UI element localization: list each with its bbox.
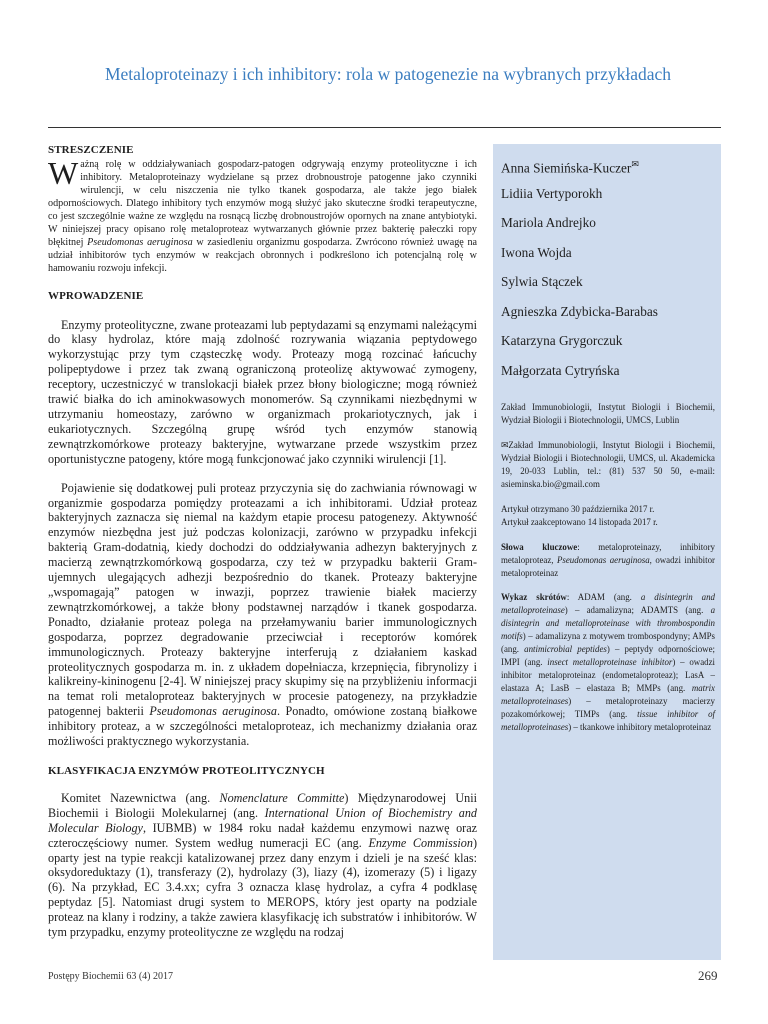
abstract-dropcap: W [48, 155, 79, 191]
class-t4: International Union of Biochemistry and Molecular Biology [48, 805, 477, 835]
author-name: Agnieszka Zdybicka-Barabas [501, 303, 658, 319]
abstract-text-a: ażną rolę w oddziaływaniach gospodarz-patogen odgrywają enzymy proteolityczne i ich inhibitory. Metaloproteinazy wydzielane są przez drobnoustroje patogenne jako czynniki wirulencji, w celu niszczenia nie tylko tkanek gospodarza, ale także jego białek odpornościowych. Dlatego inhibitory tych enzymów mogą służyć jako skuteczne środki terapeutyczne, co jest szczególnie ważne ze względu na rosnącą liczbę drobnoustrojów opornych na znane antybiotyki. W niniejszej pracy opisano rolę metaloproteaz wytwarzanych głównie przez bakterię pałeczki ropy błękitnej [48, 159, 477, 248]
keywords-a: : metaloproteinazy, inhibitory metaloproteaz, [501, 541, 715, 565]
intro-paragraph-1: Enzymy proteolityczne, zwane proteazami lub peptydazami są enzymami należącymi do klasy hydrolaz, które mają zdolność rozrywania wiązania peptydowego wykorzystując przy tym cząsteczkę wody. Proteazy mogą rozcinać łańcuchy polipeptydowe i przez tak zwaną ograniczoną proteolizę aktywować zymogeny, receptory, uczestniczyć w translokacji białek przez błony biologiczne; mogą również trawić białka do ich aminokwasowych monomerów. Są czynnikami niezbędnymi w utrzymaniu homeostazy, zarówno w organizmach prokariotycznych, jak i eukariotycznych. Szczególną grupę wśród tych enzymów stanowią zewnątrzkomórkowe proteazy bakteryjne, wytwarzane przede wszystkim przez oportunistyczne patogeny, które mogą funkcjonować jako czynniki wirulencji [1]. [48, 317, 477, 466]
envelope-icon: ✉ [631, 159, 639, 169]
abbrev-i5: matrix metalloproteinases [501, 683, 715, 707]
author-name: Sylwia Stączek [501, 274, 583, 289]
abstract-heading: STRESZCZENIE [48, 144, 134, 156]
author-name [501, 156, 715, 186]
author-name: Katarzyna Grygorczuk [501, 333, 623, 348]
abbrev-i1: a disintegrin and metalloproteinase [501, 592, 715, 616]
abstract-text-b: w zasiedleniu organizmu gospodarza. Zwrócono również uwagę na udział inhibitorów tych enzymów w reakcjach obronnych i podkreślono ich potencjalną rolę w hamowaniu rozwoju infekcji. [48, 236, 478, 274]
class-t2: Nomenclature Committe [219, 790, 345, 805]
abbrev-i3: antimicrobial peptides [524, 644, 607, 655]
class-t1: Komitet Nazewnictwa (ang. [61, 790, 220, 805]
keywords [501, 541, 715, 580]
abbrev-s7: ) – tkankowe inhibitory metaloproteinaz [568, 722, 712, 733]
abbrev-s2: ) – adamalizyna; ADAMTS (ang. [564, 605, 711, 616]
author-name-text: Anna Siemińska-Kuczer [501, 160, 632, 176]
intro-p2-species: Pseudomonas aeruginosa [149, 704, 277, 719]
keywords-species: Pseudomonas aeruginosa [556, 554, 650, 565]
classification-paragraph [48, 791, 477, 940]
abbrev-i6: tissue inhibitor of metalloproteinases [501, 709, 715, 733]
article-title: Metaloproteinazy i ich inhibitory: rola w patogenezie na wybranych przykładach [104, 64, 672, 84]
journal-footer: Postępy Biochemii 63 (4) 2017 [48, 971, 173, 982]
class-t5: , IUBMB) w 1984 roku nadał każdemu enzymowi nazwę oraz czteroczęściowy numer. System według numeracji EC (ang. [48, 820, 478, 850]
keywords-b: , owadzi inhibitor metaloproteinaz [501, 554, 715, 578]
abbrev-i2: a disintegrin and metalloproteinase with thrombospondin motifs [501, 605, 715, 642]
abbrev-s4: ) – peptydy odpornościowe; IMPI (ang. [501, 644, 715, 668]
author-name: Mariola Andrejko [501, 215, 596, 230]
class-t7: ) oparty jest na typie reakcji katalizowanej przez dany enzym i dzieli je na sześć klas: oksydoreduktazy (1), transferazy (2), hydrolazy (3), liazy (4), izomerazy (5) i ligazy (6). Na przykład, EC 3.4.xx; cyfra 3 oznacza klasę hydrolaz, a cyfra 4 podklasę peptydaz [5]. Natomiast drugi system to MEROPS, który jest oparty na podziale proteaz na klany i rodziny, a także zawiera klasyfikację ich substratów i inhibitorów. W tym przypadku, enzymy proteolityczne ze względu na rodzaj [48, 835, 477, 940]
author-name: Lidiia Vertyporokh [501, 185, 603, 201]
class-t3: ) Międzynarodowej Unii Biochemii i Biologii Molekularnej (ang. [48, 790, 477, 820]
correspondence-address: ✉Zakład Immunobiologii, Instytut Biologii i Biochemii, Wydział Biologii i Biotechnologii, UMCS, ul. Akademicka 19, 20-033 Lublin, tel.: (81) 537 50 50, e-mail: asieminska.bio@gmail.com [501, 439, 715, 489]
title-rule [48, 127, 721, 128]
intro-paragraph-2 [48, 481, 477, 749]
intro-heading: WPROWADZENIE [48, 289, 144, 302]
keywords-label: Słowa kluczowe [501, 541, 578, 552]
intro-p2-a: Pojawienie się dodatkowej puli proteaz przyczynia się do zachwiania równowagi w organizmie gospodarza pomiędzy proteazami a ich inhibitorami. Udział proteaz bakteryjnych zaznacza się niemal na każdym etapie procesu patogenezy. Aktywność enzymów niezbędna jest już podczas kolonizacji, zarówno w przypadku infekcji bakterią Gram-dodatnią, kiedy dochodzi do oddziaływania adhezyn bakteryjnych z macierzą zewnątrzkomórkową gospodarza, czy też w przypadku bakterii Gram-ujemnych ulegających adhezji bezpośrednio do tkanek. Proteazy bakteryjne „wspomagają” patogen w inwazji, poprzez trawienie białek macierzy zewnątrzkomórkowej, a także błony podstawnej narządów i tkanek gospodarza. Ponadto, działanie proteaz polega na przełamywaniu barier immunologicznych gospodarza, poprzez degradowanie przeciwciał i receptorów komórek immunologicznych. Proteazy bakteryjne interferują z działaniem kaskad proteolitycznych gospodarza m. in. z układem dopełniacza, krzepnięcia, fibrynolizy i kalikreiny-kininogenu [2-4]. W niniejszej pracy skupimy się na przybliżeniu informacji na temat roli metaloproteaz bakteryjnych w procesie patogenezy, na przykładzie patogennej bakterii [48, 480, 477, 719]
class-t6: Enzyme Commission [368, 835, 473, 850]
accepted-date: Artykuł zaakceptowano 14 listopada 2017 r. [501, 516, 658, 527]
author-name: Iwona Wojda [501, 244, 572, 260]
author-sidebar [493, 144, 721, 960]
author-name: Małgorzata Cytryńska [501, 362, 620, 378]
page-number: 269 [698, 968, 718, 983]
abbrev-label: Wykaz skrótów [501, 592, 567, 603]
abbreviations [501, 591, 715, 733]
abbrev-s6: ) – metaloproteinazy macierzy pozakomórkowej; TIMPs (ang. [501, 696, 715, 720]
affiliation: Zakład Immunobiologii, Instytut Biologii i Biochemii, Wydział Biologii i Biotechnologii, UMCS, Lublin [501, 402, 715, 425]
abbrev-s1: : ADAM (ang. [566, 592, 641, 603]
abbrev-s3: ) – adamalizyna z motywem trombospondyny; AMPs (ang. [501, 631, 715, 655]
abstract-text [48, 155, 478, 276]
classification-heading: KLASYFIKACJA ENZYMÓW PROTEOLITYCZNYCH [48, 764, 325, 777]
abstract-species: Pseudomonas aeruginosa [87, 236, 193, 248]
main-column [48, 144, 477, 940]
abbrev-s5: ) – owadzi inhibitor metaloproteinaz (endometaloproteaz); LasA – elastaza A; LasB – elastaza B; MMPs (ang. [501, 657, 715, 694]
intro-p2-b: . Ponadto, omówione zostaną białkowe inhibitory proteaz, a w szczególności metaloproteaz, ich mechanizmy działania oraz możliwości praktycznego wykorzystania. [48, 704, 477, 749]
abbrev-i4: insect metalloproteinase inhibitor [547, 657, 673, 668]
received-date: Artykuł otrzymano 30 października 2017 r. [501, 503, 655, 514]
